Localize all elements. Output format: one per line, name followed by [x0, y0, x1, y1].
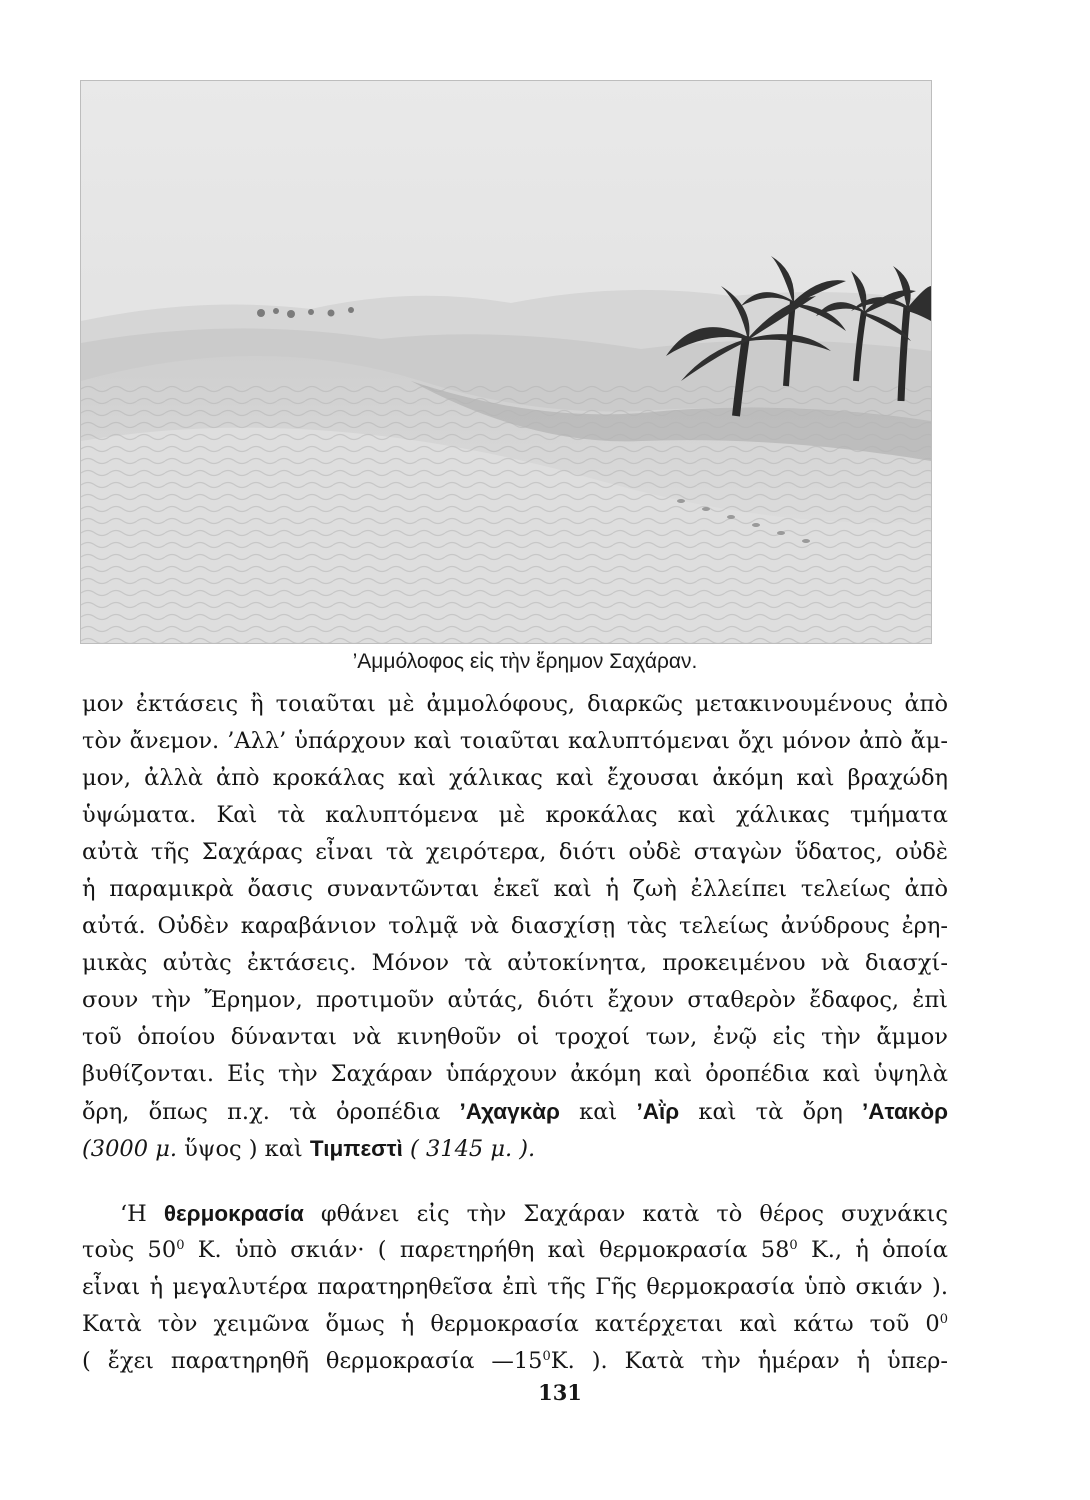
text-run: ‘Η	[120, 1201, 164, 1227]
text-line	[82, 1343, 948, 1380]
page-number: 131	[538, 1380, 582, 1405]
text-run: φθάνει εἰς τὴν Σαχάραν κατὰ τὸ θέρος συχνάκις	[303, 1201, 948, 1227]
term-temperature: θερμοκρασία	[163, 1201, 304, 1226]
place-name-tibesti: Τιμπεστὶ	[309, 1136, 403, 1161]
text-run: καὶ	[559, 1099, 637, 1125]
paragraph-temperature	[82, 1195, 948, 1380]
text-run: ὕψος ) καὶ	[176, 1136, 310, 1162]
height-value: (3000 μ.	[82, 1136, 177, 1162]
text-line: ἡ παραμικρὰ ὄασις συναντῶνται ἐκεῖ καὶ ἡ ζωὴ ἐλλείπει τελείως ἀπὸ	[82, 876, 948, 902]
text-line: τοῦ ὁποίου δύνανται νὰ κινηθοῦν οἱ τροχοί των, ἐνῷ εἰς τὴν ἄμμον	[82, 1024, 948, 1050]
text-line	[82, 1306, 948, 1343]
text-run: Κ. ὑπὸ σκιάν· ( παρετηρήθη καὶ θερμοκρασία 58	[184, 1237, 790, 1263]
text-line: εἶναι ἡ μεγαλυτέρα παρατηρηθεῖσα ἐπὶ τῆς Γῆς θερμοκρασία ὑπὸ σκιάν ).	[82, 1274, 948, 1300]
place-name-air: ’Αῒρ	[636, 1099, 680, 1124]
text-run: ( ἔχει παρατηρηθῆ θερμοκρασία —15	[82, 1348, 543, 1374]
text-line: ὑψώματα. Καὶ τὰ καλυπτόμενα μὲ κροκάλας καὶ χάλικας τμήματα	[82, 802, 948, 828]
desert-photo	[80, 80, 932, 644]
text-run: ὄρη, ὅπως π.χ. τὰ ὀροπέδια	[82, 1099, 460, 1125]
text-line: μικὰς αὐτὰς ἐκτάσεις. Μόνον τὰ αὐτοκίνητα, προκειμένου νὰ διασχί-	[82, 950, 948, 976]
text-line: μον, ἀλλὰ ἀπὸ κροκάλας καὶ χάλικας καὶ ἔχουσαι ἀκόμη καὶ βραχώδη	[82, 765, 948, 791]
text-line	[82, 1093, 948, 1130]
text-line	[82, 1130, 948, 1167]
text-line: μον ἐκτάσεις ἢ τοιαῦται μὲ ἀμμολόφους, διαρκῶς μετακινουμένους ἀπὸ	[82, 691, 948, 717]
body-text	[82, 686, 948, 1380]
text-line: αὐτὰ τῆς Σαχάρας εἶναι τὰ χειρότερα, διότι οὐδὲ σταγὼν ὕδατος, οὐδὲ	[82, 839, 948, 865]
text-line	[82, 1195, 948, 1232]
height-value: ( 3145 μ. ).	[402, 1136, 536, 1162]
text-run: Κ. ). Κατὰ τὴν ἡμέραν ἡ ὑπερ-	[550, 1348, 948, 1374]
text-run: Κατὰ τὸν χειμῶνα ὅμως ἡ θερμοκρασία κατέρχεται καὶ κάτω τοῦ 0	[82, 1311, 940, 1337]
desert-dunes-palms-photo	[81, 81, 931, 643]
text-line: βυθίζονται. Εἰς τὴν Σαχάραν ὑπάρχουν ἀκόμη καὶ ὀροπέδια καὶ ὑψηλὰ	[82, 1061, 948, 1087]
place-name-atakor: ’Ατακὸρ	[862, 1099, 948, 1124]
degree-mark: 0	[542, 1349, 551, 1364]
text-line: τὸν ἄνεμον. ’Αλλ’ ὑπάρχουν καὶ τοιαῦται καλυπτόμεναι ὄχι μόνον ἀπὸ ἄμ-	[82, 728, 948, 754]
text-line: αὐτά. Οὐδὲν καραβάνιον τολμᾷ νὰ διασχίσῃ τὰς τελείως ἀνύδρους ἐρη-	[82, 913, 948, 939]
degree-mark: 0	[789, 1238, 798, 1253]
place-name-ahaggar: ’Αχαγκὰρ	[459, 1099, 560, 1124]
degree-mark: 0	[176, 1238, 185, 1253]
text-run: Κ., ἡ ὁποία	[797, 1237, 948, 1263]
photo-caption: ’Αμμόλοφος εἰς τὴν ἔρημον Σαχάραν.	[352, 650, 698, 673]
text-run: τοὺς 50	[82, 1237, 177, 1263]
text-run: καὶ τὰ ὄρη	[679, 1099, 863, 1125]
degree-mark: 0	[939, 1312, 948, 1327]
text-line	[82, 1232, 948, 1269]
text-line: σουν τὴν Ἔρημον, προτιμοῦν αὐτάς, διότι ἔχουν σταθερὸν ἔδαφος, ἐπὶ	[82, 987, 948, 1013]
